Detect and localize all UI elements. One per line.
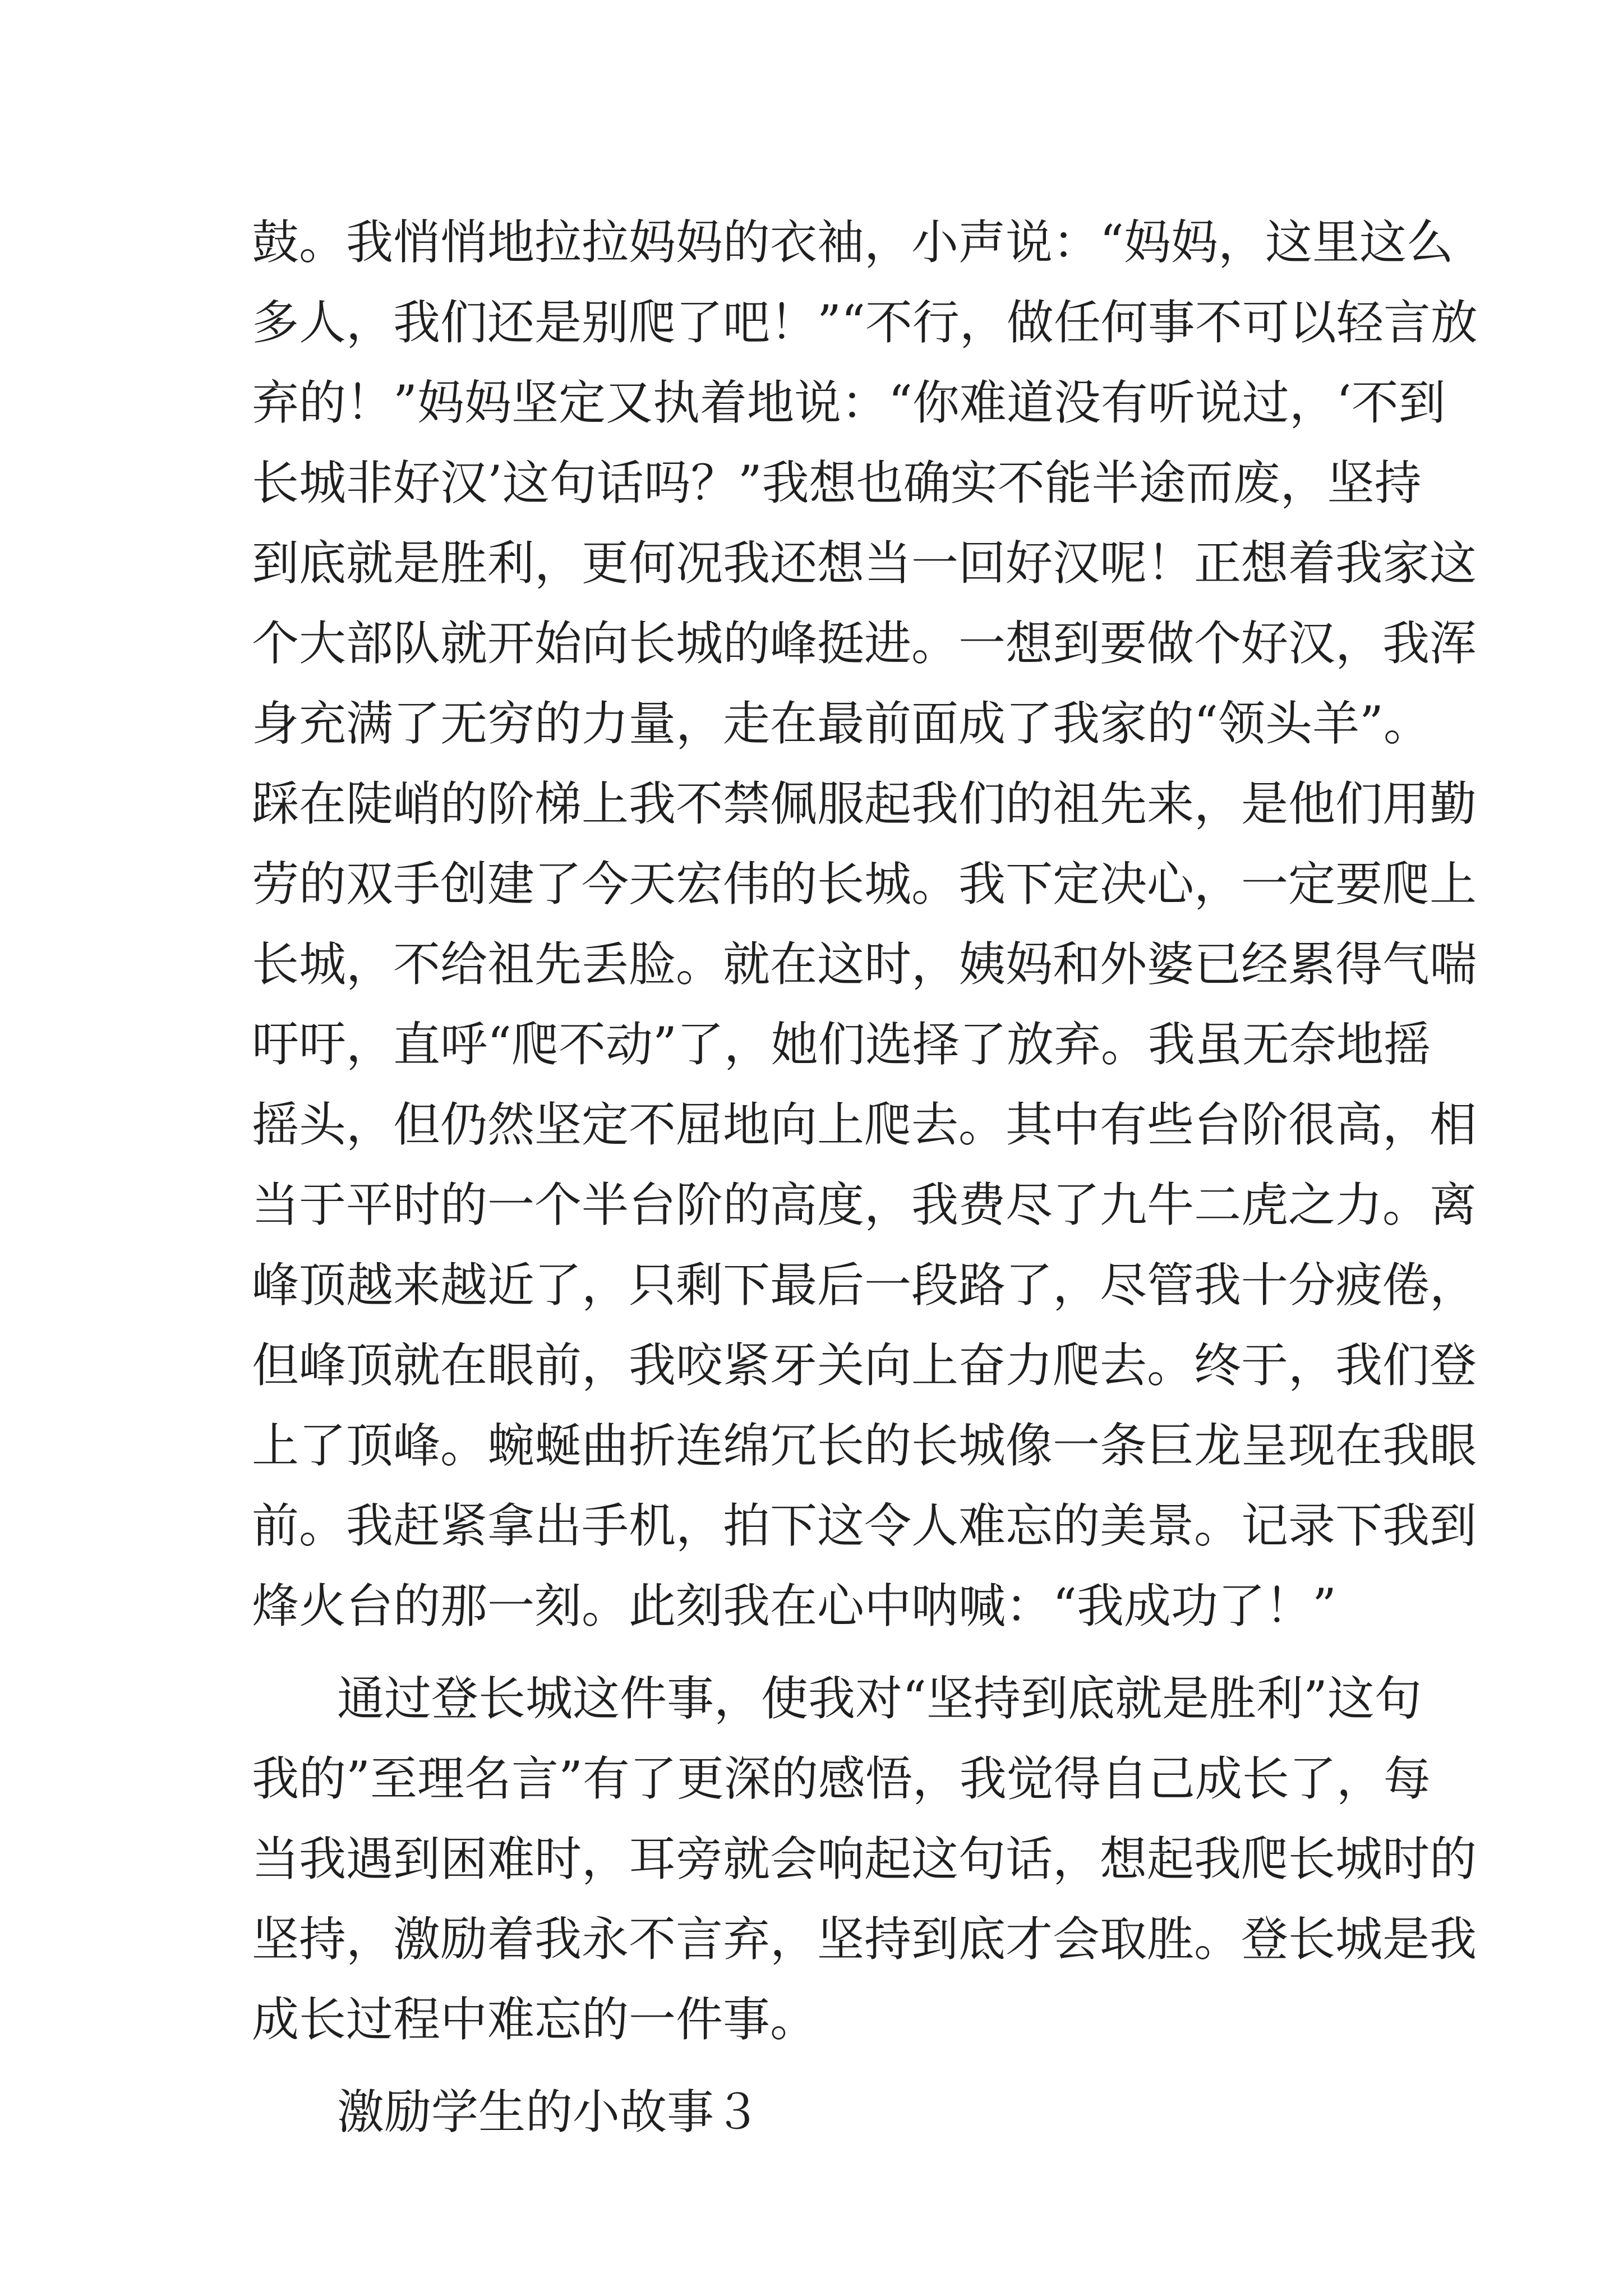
text-line: 前。我赶紧拿出手机，拍下这令人难忘的美景。记录下我到 — [252, 1498, 1477, 1553]
text-line: 成长过程中难忘的一件事。 — [252, 1992, 818, 2047]
text-line: 上了顶峰。蜿蜒曲折连绵冗长的长城像一条巨龙呈现在我眼 — [252, 1418, 1477, 1473]
text-line: 我的”至理名言”有了更深的感悟，我觉得自己成长了，每 — [252, 1751, 1431, 1806]
document-body — [252, 203, 1478, 2152]
paragraph-gap — [252, 1646, 1379, 1659]
paragraph-gap — [252, 2060, 1379, 2072]
text-line: 多人，我们还是别爬了吧！”“不行，做任何事不可以轻言放 — [252, 295, 1478, 350]
text-line: 烽火台的那一刻。此刻我在心中呐喊：“我成功了！” — [252, 1579, 1336, 1634]
heading-line: 激励学生的小故事３ — [337, 2085, 762, 2139]
section-heading — [252, 2072, 1379, 2152]
text-line: 但峰顶就在眼前，我咬紧牙关向上奋力爬去。终于，我们登 — [252, 1338, 1477, 1393]
text-line: 摇头，但仍然坚定不屈地向上爬去。其中有些台阶很高，相 — [252, 1097, 1477, 1152]
text-line: 当我遇到困难时，耳旁就会响起这句话，想起我爬长城时的 — [252, 1832, 1477, 1887]
text-line: 鼓。我悄悄地拉拉妈妈的衣袖，小声说：“妈妈，这里这么 — [252, 215, 1454, 270]
text-line: 坚持，激励着我永不言弃，坚持到底才会取胜。登长城是我 — [252, 1912, 1477, 1967]
text-line: 弃的！”妈妈坚定又执着地说：“你难道没有听说过，‘不到 — [252, 375, 1446, 430]
text-line: 到底就是胜利，更何况我还想当一回好汉呢！正想着我家这 — [252, 536, 1477, 591]
text-line: 通过登长城这件事，使我对“坚持到底就是胜利”这句 — [337, 1671, 1422, 1726]
text-line: 峰顶越来越近了，只剩下最后一段路了，尽管我十分疲倦， — [252, 1258, 1477, 1313]
paragraph-2 — [252, 1659, 1477, 2060]
text-line: 劳的双手创建了今天宏伟的长城。我下定决心，一定要爬上 — [252, 857, 1477, 912]
text-line: 踩在陡峭的阶梯上我不禁佩服起我们的祖先来，是他们用勤 — [252, 776, 1477, 831]
text-line: 长城，不给祖先丢脸。就在这时，姨妈和外婆已经累得气喘 — [252, 937, 1477, 992]
text-line: 个大部队就开始向长城的峰挺进。一想到要做个好汉，我浑 — [252, 616, 1477, 671]
text-line: 长城非好汉’这句话吗？”我想也确实不能半途而废，坚持 — [252, 455, 1422, 510]
text-line: 当于平时的一个半台阶的高度，我费尽了九牛二虎之力。离 — [252, 1177, 1477, 1232]
text-line: 吁吁，直呼“爬不动”了，她们选择了放弃。我虽无奈地摇 — [252, 1017, 1431, 1072]
paragraph-1 — [252, 203, 1478, 1646]
text-line: 身充满了无穷的力量，走在最前面成了我家的“领头羊”。 — [252, 696, 1431, 751]
